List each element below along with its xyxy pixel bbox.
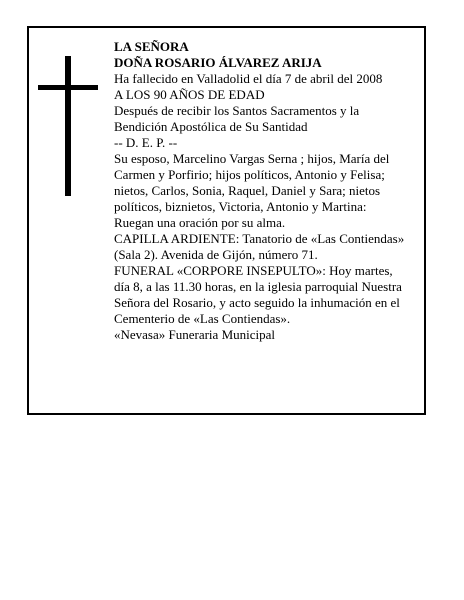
deceased-name: DOÑA ROSARIO ÁLVAREZ ARIJA bbox=[114, 55, 322, 70]
sacraments-line: Después de recibir los Santos Sacramentos y la bbox=[114, 103, 360, 118]
death-line: Ha fallecido en Valladolid el día 7 de abril del 2008 bbox=[114, 71, 383, 86]
chapel-line: (Sala 2). Avenida de Gijón, número 71. bbox=[114, 247, 318, 262]
obituary-text bbox=[114, 39, 414, 343]
funeral-home-line: «Nevasa» Funeraria Municipal bbox=[114, 327, 276, 342]
family-line: Su esposo, Marcelino Vargas Serna ; hijos, María del bbox=[114, 151, 390, 166]
cross-icon bbox=[65, 56, 71, 196]
dep-line: -- D. E. P. -- bbox=[114, 135, 178, 150]
funeral-line: día 8, a las 11.30 horas, en la iglesia parroquial Nuestra bbox=[114, 279, 402, 294]
notice-title: LA SEÑORA bbox=[114, 39, 189, 54]
sacraments-line: Bendición Apostólica de Su Santidad bbox=[114, 119, 308, 134]
cross-icon-bar bbox=[38, 85, 98, 90]
funeral-line: Señora del Rosario, y acto seguido la inhumación en el bbox=[114, 295, 400, 310]
family-line: nietos, Carlos, Sonia, Raquel, Daniel y Sara; nietos bbox=[114, 183, 381, 198]
family-line: Carmen y Porfirio; hijos políticos, Antonio y Felisa; bbox=[114, 167, 385, 182]
family-line: Ruegan una oración por su alma. bbox=[114, 215, 286, 230]
chapel-line: CAPILLA ARDIENTE: Tanatorio de «Las Contiendas» bbox=[114, 231, 405, 246]
family-line: políticos, biznietos, Victoria, Antonio y Martina: bbox=[114, 199, 367, 214]
funeral-line: FUNERAL «CORPORE INSEPULTO»: Hoy martes, bbox=[114, 263, 393, 278]
funeral-line: Cementerio de «Las Contiendas». bbox=[114, 311, 291, 326]
age-line: A LOS 90 AÑOS DE EDAD bbox=[114, 87, 265, 102]
